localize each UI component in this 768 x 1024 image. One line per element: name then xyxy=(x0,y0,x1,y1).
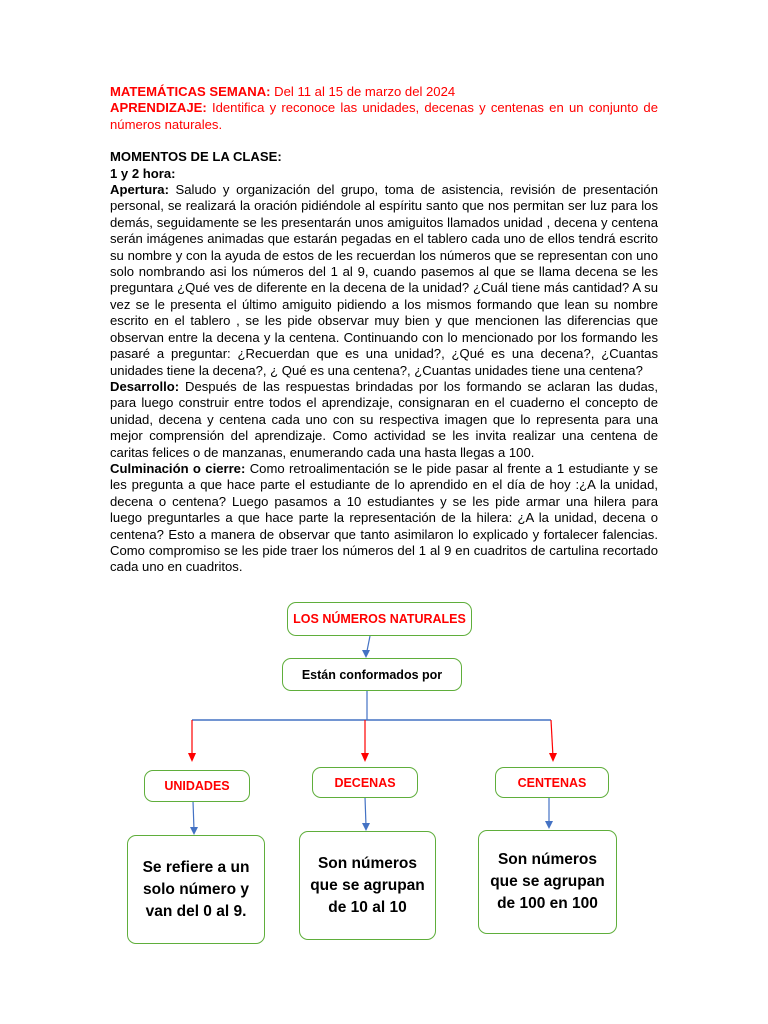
connector-box: Están conformados por xyxy=(282,658,462,691)
culminacion-text: Como retroalimentación se le pide pasar al frente a 1 estudiante y se les pregunta a que hace parte el estudiante de lo aprendido en el día de hoy :¿A la unidad, decena o centena? Luego pasamos a 10 estudiantes y se les pide armar una hilera para luego preguntarles a que hace parte la representación de la hilera: ¿A la unidad, decena o centena? Esto a manera de observar que tanto asimilaron lo explicado y fortalecer falencias. Como compromiso se les pide traer los números del 1 al 9 en cuadritos de cartulina recortado cada uno en cuadritos. xyxy=(110,460,658,575)
apertura-label: Apertura: xyxy=(110,182,169,198)
momentos-title: MOMENTOS DE LA CLASE: xyxy=(110,149,282,165)
centenas-box: CENTENAS xyxy=(495,767,609,798)
desarrollo-text: Después de las respuestas brindadas por los formando se aclaran las dudas, para luego construir entre todos el aprendizaje, consignaran en el cuaderno el concepto de unidad, decena y centena cada uno con su respectiva imagen que lo representa para una mejor comprensión del aprendizaje. Como actividad se les invita realizar una centena de caritas felices o de manzanas, enumerando cada una hasta llegas a 100. xyxy=(110,378,658,460)
root-box: LOS NÚMEROS NATURALES xyxy=(287,602,472,636)
unidades-description: Se refiere a un solo número y van del 0 al 9. xyxy=(127,835,265,944)
apertura-text: Saludo y organización del grupo, toma de asistencia, revisión de presentación personal, se realizará la oración pidiéndole al espíritu santo que nos permitan ser luz para los demás, seguidamente se les presentarán unos amiguitos llamados unidad , decena y centena serán imágenes animadas que estarán pegadas en el tablero cada uno de ellos tendrá escrito su nombre y con la ayuda de estos de les recuerdan los números que se representan con uno solo nombrando asi los números del 1 al 9, cuando pasemos al que se llama decena se les preguntara ¿Qué ves de diferente en la decena de la unidad? ¿Cuál tiene más cantidad? A su vez se le presenta el último amiguito pidiendo a los mismos formando que lean su nombre escrito en el tablero , se les pide observar muy bien y que mencionen las diferencias que observan entre la decena y la centena. Continuando con lo mencionado por los formando les pasaré a preguntar: ¿Recuerdan que es una unidad?, ¿Qué es una decena?, ¿Cuantas unidades tiene la decena?, ¿ Qué es una centena?, ¿Cuantas unidades tiene una centena? xyxy=(110,182,658,378)
semana-label: MATEMÁTICAS SEMANA: xyxy=(110,84,271,99)
arrow-unidades xyxy=(193,801,194,830)
unidades-box: UNIDADES xyxy=(144,770,250,802)
culminacion-label: Culminación o cierre: xyxy=(110,460,246,476)
aprendizaje-label: APRENDIZAJE: xyxy=(110,100,207,116)
drop-centenas xyxy=(551,720,553,757)
hora-label: 1 y 2 hora: xyxy=(110,165,176,181)
decenas-box: DECENAS xyxy=(312,767,418,798)
centenas-description: Son números que se agrupan de 100 en 100 xyxy=(478,830,617,934)
desarrollo-label: Desarrollo: xyxy=(110,378,180,394)
semana-value: Del 11 al 15 de marzo del 2024 xyxy=(270,84,456,99)
decenas-description: Son números que se agrupan de 10 al 10 xyxy=(299,831,436,940)
arrow-decenas xyxy=(365,797,366,826)
aprendizaje-value: Identifica y reconoce las unidades, decenas y centenas en un conjunto de números naturales. xyxy=(110,100,658,132)
